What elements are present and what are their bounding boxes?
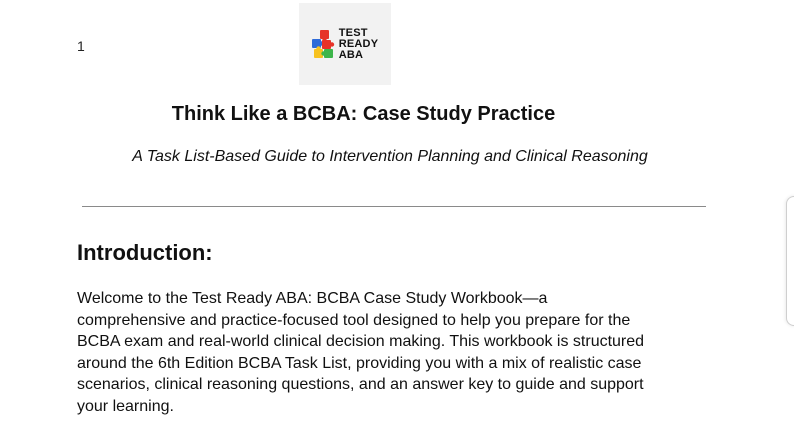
- logo-wordmark: [339, 28, 379, 61]
- side-panel-tab[interactable]: [786, 196, 794, 326]
- logo-line-ready: READY: [338, 37, 379, 50]
- paragraph-line: Welcome to the Test Ready ABA: BCBA Case Study Workbook—a: [77, 290, 548, 307]
- paragraph-line: BCBA exam and real-world clinical decision making. This workbook is structured: [77, 333, 645, 350]
- section-heading-introduction: Introduction:: [77, 240, 213, 265]
- test-ready-aba-logo: [299, 3, 391, 85]
- puzzle-pieces-icon: [312, 29, 336, 59]
- paragraph-line: your learning.: [77, 397, 174, 415]
- paragraph-line: around the 6th Edition BCBA Task List, providing you with a mix of realistic case: [77, 354, 642, 372]
- paragraph-line: comprehensive and practice-focused tool designed to help you prepare for the: [77, 311, 631, 329]
- logo-content: [312, 28, 379, 61]
- paragraph-line: scenarios, clinical reasoning questions, and an answer key to guide and support: [77, 376, 644, 393]
- logo-line-test: TEST: [338, 26, 368, 39]
- document-subtitle: A Task List-Based Guide to Intervention Planning and Clinical Reasoning: [132, 148, 648, 165]
- introduction-paragraph: [77, 288, 727, 417]
- document-title: Think Like a BCBA: Case Study Practice: [171, 103, 556, 125]
- horizontal-divider: [82, 206, 706, 207]
- page-number: 1: [77, 38, 85, 54]
- logo-line-aba: ABA: [338, 48, 364, 61]
